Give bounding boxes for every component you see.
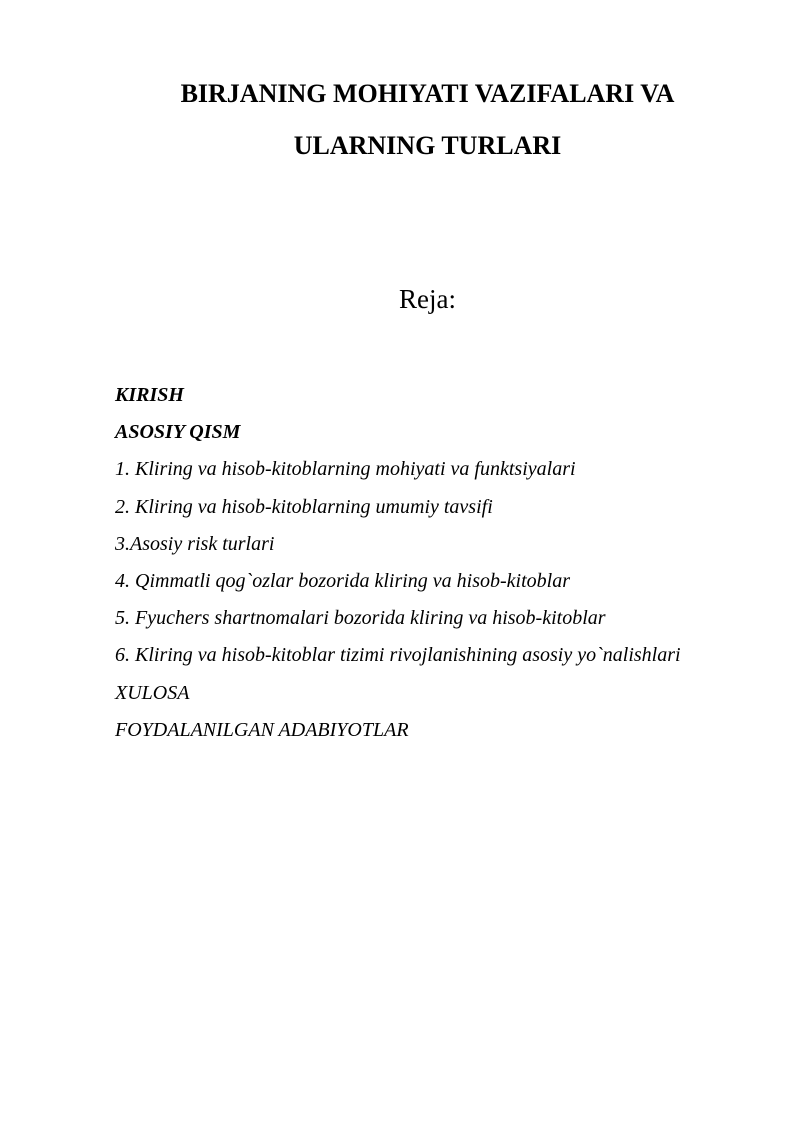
title-line-2: ULARNING TURLARI — [293, 131, 562, 160]
plan-item-6: 6. Kliring va hisob-kitoblar tizimi rivojlanishining asosiy yo`nalishlari — [115, 644, 681, 667]
plan-item-5: 5. Fyuchers shartnomalari bozorida kliring va hisob-kitoblar — [115, 607, 606, 630]
plan-item-kirish: KIRISH — [115, 384, 184, 406]
plan-heading: Reja: — [399, 284, 456, 314]
plan-item-asosiy-qism: ASOSIY QISM — [115, 421, 241, 444]
plan-item-1: 1. Kliring va hisob-kitoblarning mohiyati va funktsiyalari — [115, 458, 576, 481]
plan-list — [115, 377, 755, 749]
plan-item-3: 3.Asosiy risk turlari — [115, 532, 275, 555]
plan-item-xulosa: XULOSA — [115, 681, 190, 704]
plan-item-4: 4. Qimmatli qog`ozlar bozorida kliring va hisob-kitoblar — [115, 570, 570, 593]
document-title — [115, 68, 740, 172]
plan-item-2: 2. Kliring va hisob-kitoblarning umumiy tavsifi — [115, 495, 493, 518]
title-line-1: BIRJANING MOHIYATI VAZIFALARI VA — [180, 79, 675, 108]
plan-item-adabiyotlar: FOYDALANILGAN ADABIYOTLAR — [115, 718, 409, 741]
